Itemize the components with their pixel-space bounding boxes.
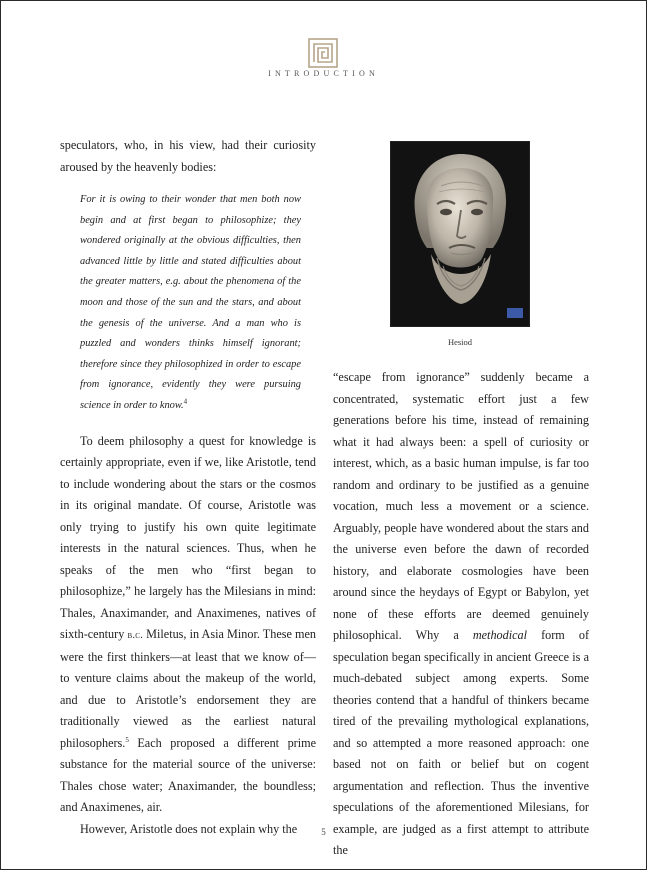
left-column <box>60 135 316 840</box>
running-header: INTRODUCTION <box>268 69 379 78</box>
figure-caption: Hesiod <box>447 337 473 347</box>
body-paragraph: “escape from ignorance” suddenly became a concentrated, systematic effort just a few generations before his time, instead of remaining what it had always been: a spell of curiosity or interest, which, as a basic human impulse, is far too random and ordinary to be justified as a genuine vocation, much less a movement or a science. Arguably, people have wondered about the stars and the universe even before the dawn of recorded history, and elaborate cosmologies have been around since the heydays of Egypt or Babylon, yet none of these efforts are deemed genuinely philosophical. Why a methodical form of speculation began specifically in ancient Greece is a much-debated subject among experts. Some theories contend that a handful of thinkers became tired of the prevailing mythological explanations, and so attempted a more reasoned approach: one based not on faith or belief but on cogent argumentation and reflection. Thus the inventive speculations of the aforementioned Milesians, for example, are judged as a first attempt to attribute the <box>333 370 589 857</box>
body-paragraph: However, Aristotle does not explain why the <box>80 821 298 836</box>
footnote-ref[interactable]: 5 <box>125 735 129 744</box>
page-number: 5 <box>321 827 326 837</box>
bust-illustration <box>391 142 529 326</box>
quote-text: For it is owing to their wonder that men both now begin and at first began to philosophize; they wondered originally at the obvious difficulties, then advanced little by little and stated difficulties about the greater matters, e.g. about the phenomena of the moon and those of the sun and the stars, and about the genesis of the universe. And a man who is puzzled and wonders thinks himself ignorant; therefore since they philosophized in order to escape from ignorance, evidently they were pursuing science in order to know. <box>80 194 301 411</box>
intro-paragraph: speculators, who, in his view, had their curiosity aroused by the heavenly bodies: <box>60 138 316 174</box>
emphasis-text: methodical <box>472 628 527 642</box>
body-paragraph: To deem philosophy a quest for knowledge is certainly appropriate, even if we, like Aristotle, tend to include wondering about the stars or the cosmos in its original mandate. Of course, Aristotle was only trying to justify his own quite legitimate interests in the natural sciences. Thus, when he speaks of the men who “first began to philosophize,” he largely has the Milesians in mind: Thales, Anaximander, and Anaximenes, natives of sixth-century b.c. Miletus, in Asia Minor. These men were the first thinkers—at least that we know of—to venture claims about the makeup of the world, and due to Aristotle’s endorsement they are traditionally viewed as the earliest natural philosophers.$^5$ Each proposed a different prime substance for the material source of the universe: Thales chose water; Anaximander, the boundless; and Anaximenes, air. <box>60 433 317 815</box>
hesiod-figure <box>390 141 530 347</box>
era-abbreviation: b.c. <box>127 630 144 642</box>
greek-key-icon <box>308 38 338 68</box>
right-column <box>333 367 589 862</box>
aristotle-quote <box>80 190 301 417</box>
hesiod-bust-image <box>390 141 530 327</box>
footnote-ref[interactable]: 4 <box>183 397 188 406</box>
